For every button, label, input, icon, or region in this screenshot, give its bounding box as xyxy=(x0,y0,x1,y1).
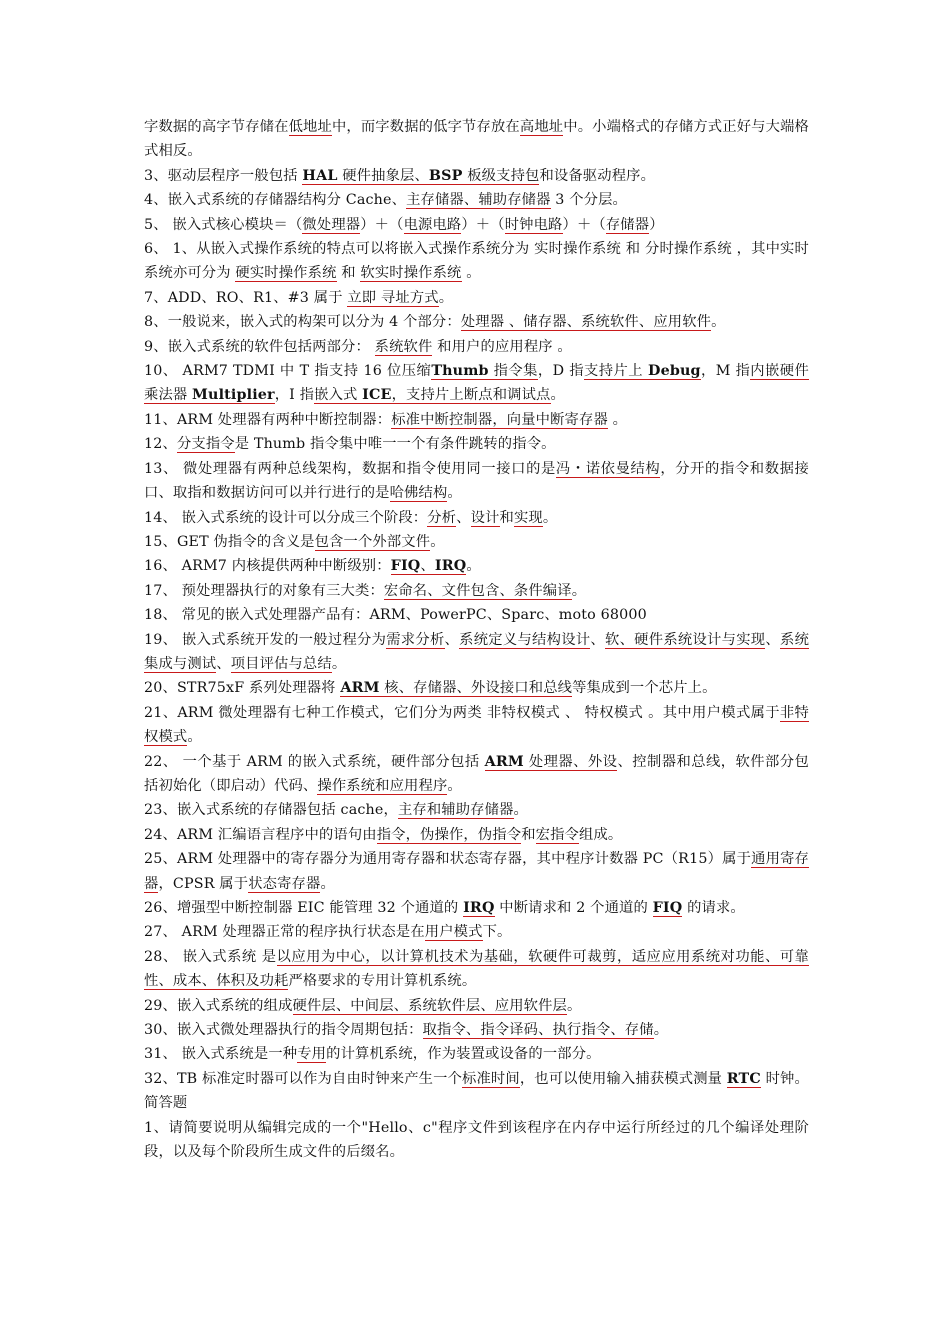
document-page xyxy=(144,115,809,1164)
text-segment: 7、ADD、RO、R1、#3 属于 xyxy=(144,289,348,306)
text-segment: 18、 常见的嵌入式处理器产品有：ARM、PowerPC、Sparc、moto 68000 xyxy=(144,607,647,624)
paragraph xyxy=(144,286,809,310)
text-segment: 32、TB 标准定时器可以作为自由时钟来产生一个 xyxy=(144,1070,463,1087)
text-segment: 17、 预处理器执行的对象有三大类： xyxy=(144,582,384,599)
paragraph xyxy=(144,1116,809,1165)
paragraph xyxy=(144,432,809,456)
text-segment: 29、嵌入式系统的组成 xyxy=(144,997,293,1014)
underlined-answer: Multiplier xyxy=(192,387,275,404)
text-segment: 。 xyxy=(187,729,202,746)
text-segment: 中，而字数据的低字节存放在 xyxy=(331,119,520,135)
underlined-answer: FIQ xyxy=(652,900,683,916)
text-segment: 24、ARM 汇编语言程序中的语句由 xyxy=(144,826,377,843)
text-segment: 。 xyxy=(447,777,462,794)
underlined-answer: BSP xyxy=(428,167,463,184)
text-segment: 。 xyxy=(461,265,481,282)
text-segment: 。 xyxy=(438,289,454,306)
underlined-answer: 支持片上 xyxy=(584,363,649,380)
text-segment: 下。 xyxy=(482,924,512,941)
text-segment: ）＋（ xyxy=(360,216,404,233)
underlined-answer: 软实时操作系统 xyxy=(360,265,462,282)
underlined-answer: 低地址 xyxy=(288,119,332,135)
underlined-answer: 通用寄存器 xyxy=(144,851,810,892)
paragraph xyxy=(144,628,809,677)
underlined-answer: 硬实时操作系统 xyxy=(235,265,337,282)
text-segment: 23、嵌入式系统的存储器包括 cache， xyxy=(144,802,398,819)
underlined-answer: ARM xyxy=(340,680,380,697)
paragraph xyxy=(144,213,809,237)
underlined-answer: 取指令、指令译码、执行指令、存储 xyxy=(422,1022,654,1039)
underlined-answer: 项目评估与总结 xyxy=(230,655,332,672)
text-segment: 19、 嵌入式系统开发的一般过程分为 xyxy=(144,631,387,648)
text-segment: 。 xyxy=(550,387,565,404)
paragraph xyxy=(144,823,809,847)
text-segment: 13、 微处理器有两种总线架构，数据和指令使用同一接口的是 xyxy=(144,460,556,477)
text-segment: 。 xyxy=(542,509,558,526)
underlined-answer: 高地址 xyxy=(519,119,564,135)
paragraph xyxy=(144,920,809,944)
underlined-answer: Thumb xyxy=(431,363,489,380)
text-segment: 和 xyxy=(499,509,514,526)
text-segment: 中断请求和 2 个通道的 xyxy=(494,900,653,916)
underlined-answer: ICE xyxy=(362,387,392,404)
paragraph xyxy=(144,188,809,212)
text-segment: 、 xyxy=(456,509,471,526)
text-segment: ，也可以使用输入捕获模式测量 xyxy=(519,1070,727,1087)
paragraph xyxy=(144,896,809,920)
underlined-answer: HAL xyxy=(302,167,338,184)
paragraph xyxy=(144,994,809,1018)
paragraph xyxy=(144,603,809,627)
paragraph xyxy=(144,530,809,554)
paragraph xyxy=(144,554,809,578)
text-segment: 9、嵌入式系统的软件包括两部分： xyxy=(144,338,375,355)
text-segment: 时钟。 xyxy=(760,1070,809,1087)
underlined-answer: 时钟电路 xyxy=(504,216,563,233)
underlined-answer: 指令集 xyxy=(488,363,538,380)
underlined-answer: 硬件层、中间层、系统软件层、应用软件层 xyxy=(292,997,568,1014)
underlined-answer: 、 xyxy=(420,558,435,575)
underlined-answer: 主存和辅助存储器 xyxy=(397,802,514,819)
underlined-answer: 实现 xyxy=(513,509,543,526)
text-segment: 和 xyxy=(336,265,361,282)
underlined-answer: 系统集成与测试 xyxy=(144,631,810,672)
text-segment: 26、增强型中断控制器 EIC 能管理 32 个通道的 xyxy=(144,900,464,916)
underlined-answer: FIQ xyxy=(390,558,421,575)
paragraph xyxy=(144,1067,809,1091)
underlined-answer: 电源电路 xyxy=(403,216,462,233)
text-segment: 、 xyxy=(444,631,460,648)
text-segment: 15、GET 伪指令的含义是 xyxy=(144,533,315,550)
text-segment: 25、ARM 处理器中的寄存器分为通用寄存器和状态寄存器，其中程序计数器 PC（R15）属于 xyxy=(144,851,752,868)
underlined-answer: ARM xyxy=(484,753,524,770)
paragraph xyxy=(144,1018,809,1042)
underlined-answer: 系统定义与结构设计 xyxy=(459,631,591,648)
text-segment: ，M 指 xyxy=(700,363,751,380)
text-segment: 1、请简要说明从编辑完成的一个"Hello、c"程序文件到该程序在内存中运行所经过的几个编译处理阶段，以及每个阶段所生成文件的后缀名。 xyxy=(144,1119,809,1161)
underlined-answer: 立即 寻址方式 xyxy=(347,289,439,306)
text-segment: 。 xyxy=(331,655,347,672)
text-segment: 、 xyxy=(765,631,780,648)
underlined-answer: 内嵌硬件乘法器 xyxy=(144,363,809,404)
text-segment: 5、 嵌入式核心模块＝（ xyxy=(144,216,303,233)
underlined-answer: 指令，伪操作，伪指令 xyxy=(376,826,522,843)
underlined-answer: 非特权模式 xyxy=(144,704,809,746)
underlined-answer: 微处理器 xyxy=(302,216,361,233)
text-segment: 。 xyxy=(711,314,726,331)
text-segment: 和用户的应用程序 。 xyxy=(432,338,572,355)
text-segment: 。 xyxy=(466,558,481,575)
text-segment: 。 xyxy=(430,533,445,550)
underlined-answer: 存储器 xyxy=(605,216,650,233)
text-segment: 和 xyxy=(521,826,536,843)
text-segment: ，I 指 xyxy=(274,387,315,404)
underlined-answer: 板级支持包 xyxy=(462,167,540,184)
text-segment: 22、 一个基于 ARM 的嵌入式系统，硬件部分包括 xyxy=(144,753,485,770)
text-segment: 的计算机系统，作为装置或设备的一部分。 xyxy=(326,1046,601,1063)
text-segment: 组成。 xyxy=(579,826,623,843)
paragraph xyxy=(144,1042,809,1066)
text-segment: 20、STR75xF 系列处理器将 xyxy=(144,680,341,697)
underlined-answer: 处理器 、储存器、系统软件、应用软件 xyxy=(460,314,712,331)
text-segment: 和设备驱动程序。 xyxy=(539,167,656,184)
underlined-answer: 系统软件 xyxy=(374,338,433,355)
paragraph xyxy=(144,359,809,408)
underlined-answer: 状态寄存器 xyxy=(248,875,321,892)
paragraph xyxy=(144,164,809,188)
underlined-answer: 标准中断控制器，向量中断寄存器 xyxy=(391,411,608,428)
text-segment: 、控制器和总线，软件部分包括初始化（即启动）代码、 xyxy=(144,753,809,794)
paragraph xyxy=(144,701,809,750)
underlined-answer: IRQ xyxy=(463,900,495,916)
paragraph xyxy=(144,1091,809,1115)
underlined-answer: ，支持片上断点和调试点 xyxy=(391,387,551,404)
text-segment: 。 xyxy=(567,997,582,1014)
text-segment: 。 xyxy=(513,802,528,819)
text-segment: 31、 嵌入式系统是一种 xyxy=(144,1046,298,1063)
text-segment: 4、嵌入式系统的存储器结构分 Cache、 xyxy=(144,192,407,209)
text-segment: 简答题 xyxy=(144,1095,188,1112)
underlined-answer: 包含一个外部文件 xyxy=(314,533,431,550)
underlined-answer: 专用 xyxy=(297,1046,327,1063)
underlined-answer: RTC xyxy=(726,1070,761,1087)
underlined-answer: 设计 xyxy=(470,509,500,526)
text-segment: ，分开的指令和数据接口、取指和数据访问可以并行进行的是 xyxy=(144,460,809,502)
text-segment: 的请求。 xyxy=(682,900,745,916)
underlined-answer: 核、存储器、外设接口和总线 xyxy=(379,680,573,697)
paragraph xyxy=(144,798,809,822)
text-segment: 字数据的高字节存储在 xyxy=(144,119,289,135)
text-segment: 是 Thumb 指令集中唯一一个有条件跳转的指令。 xyxy=(234,436,556,453)
text-segment: 严格要求的专用计算机系统。 xyxy=(288,973,477,990)
text-segment: 8、一般说来，嵌入式的构架可以分为 4 个部分： xyxy=(144,314,461,331)
text-segment: ）＋（ xyxy=(562,216,606,233)
underlined-answer: 软、硬件系统设计与实现 xyxy=(604,631,766,648)
underlined-answer: 冯・诺依曼结构 xyxy=(555,460,661,477)
underlined-answer: 操作系统和应用程序 xyxy=(317,777,448,794)
text-segment: ，CPSR 属于 xyxy=(158,875,249,892)
underlined-answer: 用户模式 xyxy=(424,924,483,941)
underlined-answer: 标准时间 xyxy=(462,1070,520,1087)
text-segment: 中。小端格式的存储方式正好与大端格式相反。 xyxy=(144,119,809,160)
text-segment: ） xyxy=(649,216,664,233)
text-segment: 16、 ARM7 内核提供两种中断级别： xyxy=(144,558,391,575)
paragraph xyxy=(144,335,809,359)
paragraph xyxy=(144,945,809,994)
text-segment: 。 xyxy=(447,485,462,502)
paragraph xyxy=(144,750,809,799)
underlined-answer: 处理器、外设 xyxy=(523,753,618,770)
text-segment: 3、驱动层程序一般包括 xyxy=(144,167,303,184)
text-segment: 。 xyxy=(653,1022,669,1039)
underlined-answer: Debug xyxy=(648,363,701,380)
underlined-answer: 以应用为中心，以计算机技术为基础，软硬件可裁剪，适应应用系统对功能、可靠性、成本、体积及功耗 xyxy=(144,948,809,990)
text-segment: 30、嵌入式微处理器执行的指令周期包括： xyxy=(144,1022,423,1039)
underlined-answer: 分支指令 xyxy=(176,436,235,453)
paragraph xyxy=(144,310,809,334)
text-segment: ）＋（ xyxy=(461,216,505,233)
underlined-answer: IRQ xyxy=(434,558,467,575)
underlined-answer: 硬件抽象层、 xyxy=(337,167,429,184)
text-segment: 11、ARM 处理器有两种中断控制器： xyxy=(144,411,392,428)
paragraph xyxy=(144,457,809,506)
underlined-answer: 嵌入式 xyxy=(314,387,363,404)
text-segment: 12、 xyxy=(144,436,177,453)
underlined-answer: 分析 xyxy=(427,509,457,526)
underlined-answer: 需求分析 xyxy=(386,631,445,648)
paragraph xyxy=(144,115,809,164)
paragraph xyxy=(144,237,809,286)
text-segment: ，D 指 xyxy=(537,363,585,380)
underlined-answer: 宏指令 xyxy=(535,826,579,843)
text-segment: 14、 嵌入式系统的设计可以分成三个阶段： xyxy=(144,509,428,526)
text-segment: 。 xyxy=(320,875,335,892)
text-segment: 27、 ARM 处理器正常的程序执行状态是在 xyxy=(144,924,425,941)
paragraph xyxy=(144,847,809,896)
text-segment: 6、 1、从嵌入式操作系统的特点可以将嵌入式操作系统分为 实时操作系统 和 分时操作系统 ，其中实时系统亦可分为 xyxy=(144,241,809,282)
paragraph xyxy=(144,506,809,530)
paragraph xyxy=(144,408,809,432)
text-segment: 10、 ARM7 TDMI 中 T 指支持 16 位压缩 xyxy=(144,363,432,380)
underlined-answer: 哈佛结构 xyxy=(389,485,448,502)
underlined-answer: 主存储器、辅助存储器 xyxy=(406,192,551,209)
text-segment: 等集成到一个芯片上。 xyxy=(572,680,717,697)
paragraph xyxy=(144,676,809,700)
underlined-answer: 宏命名、文件包含、条件编译 xyxy=(383,582,572,599)
text-segment: 、 xyxy=(216,655,231,672)
text-segment: 。 xyxy=(571,582,587,599)
text-segment: 28、 嵌入式系统 是 xyxy=(144,948,277,965)
paragraph xyxy=(144,579,809,603)
text-segment: 3 个分层。 xyxy=(550,192,627,209)
text-segment: 。 xyxy=(607,411,628,428)
text-segment: 、 xyxy=(590,631,605,648)
text-segment: 21、ARM 微处理器有七种工作模式，它们分为两类 非特权模式 、 特权模式 。其中用户模式属于 xyxy=(144,704,780,721)
